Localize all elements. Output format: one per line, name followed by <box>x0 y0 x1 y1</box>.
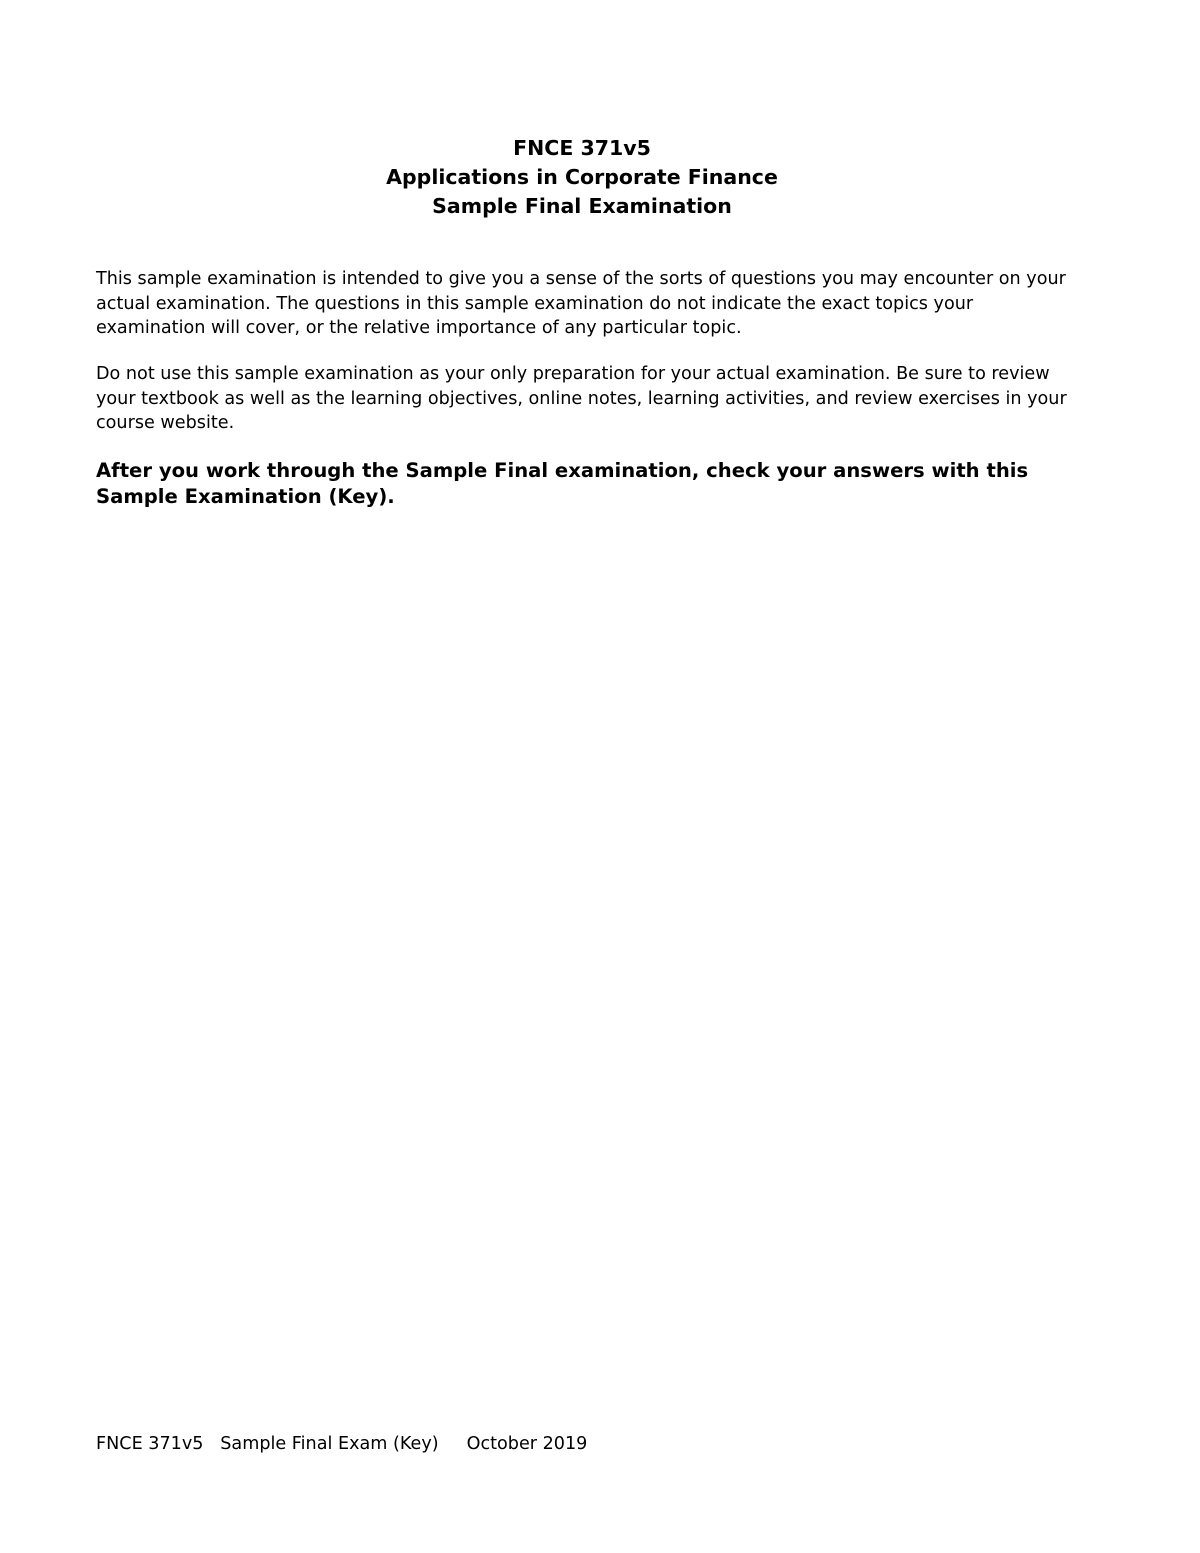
footer-date: October 2019 <box>466 1434 588 1454</box>
footer-course: FNCE 371v5 <box>96 1434 204 1454</box>
intro-paragraph: This sample examination is intended to give you a sense of the sorts of questions you may encounter on your actual examination. The questions in this sample examination do not indicate the exact topics your examination will cover, or the relative importance of any particular topic. <box>96 269 1066 338</box>
footer-document: Sample Final Exam (Key) <box>220 1434 439 1454</box>
page-footer <box>96 1432 587 1456</box>
course-code-heading: FNCE 371v5 <box>513 136 651 160</box>
preparation-paragraph: Do not use this sample examination as your only preparation for your actual examination. Be sure to review your textbook as well as the learning objectives, online notes, learning activities, and review exercises in your course website. <box>96 364 1067 433</box>
answer-key-note: After you work through the Sample Final examination, check your answers with this Sample Examination (Key). <box>96 459 1029 508</box>
course-title-heading: Applications in Corporate Finance <box>386 165 778 189</box>
title-block <box>0 134 1164 221</box>
exam-title-heading: Sample Final Examination <box>432 194 732 218</box>
